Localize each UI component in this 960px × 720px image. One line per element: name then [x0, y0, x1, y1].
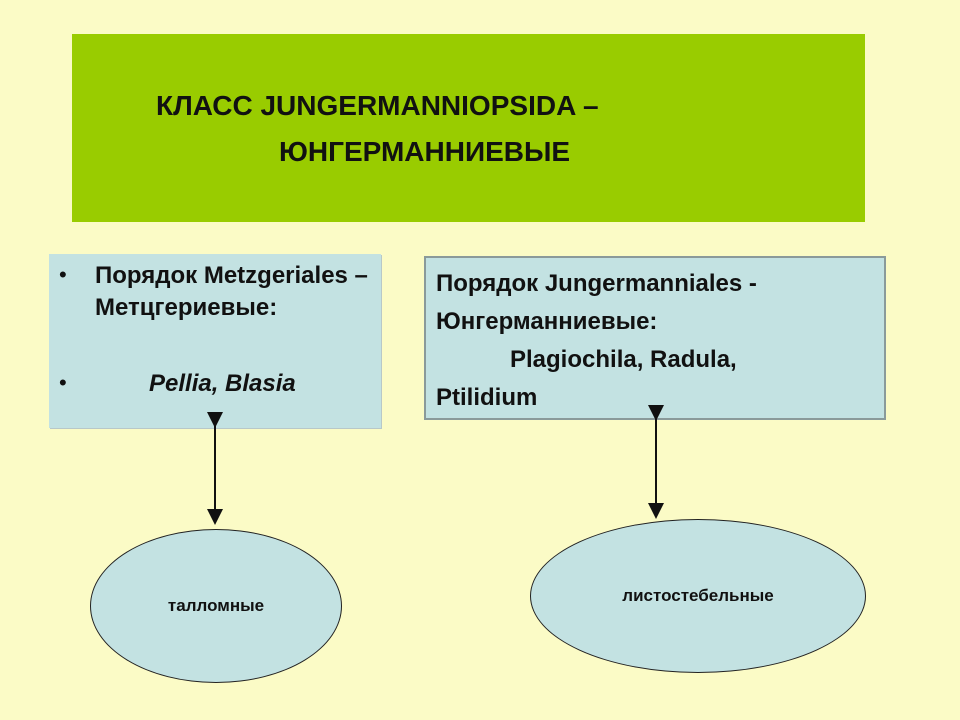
thalloid-ellipse [90, 529, 342, 683]
leafy-ellipse [530, 519, 866, 673]
jungermanniales-line-1: Порядок Jungermanniales - [436, 270, 757, 297]
bullet-1: • [59, 262, 67, 287]
jungermanniales-line-4: Ptilidium [436, 384, 538, 411]
jungermanniales-line-2: Юнгерманниевые: [436, 308, 658, 335]
metzgeriales-order-text: Порядок Metzgeriales – Метцгериевые: [95, 262, 368, 321]
title-line-2: ЮНГЕРМАННИЕВЫЕ [279, 136, 571, 167]
metzgeriales-species: Pellia, Blasia [149, 370, 296, 397]
thalloid-label: талломные [167, 596, 265, 615]
jungermanniales-species: Plagiochila, Radula, [510, 346, 737, 373]
bullet-2: • [59, 370, 67, 395]
title-line-1: КЛАСС JUNGERMANNIOPSIDA – [156, 90, 599, 121]
leafy-label: листостебельные [622, 586, 774, 605]
